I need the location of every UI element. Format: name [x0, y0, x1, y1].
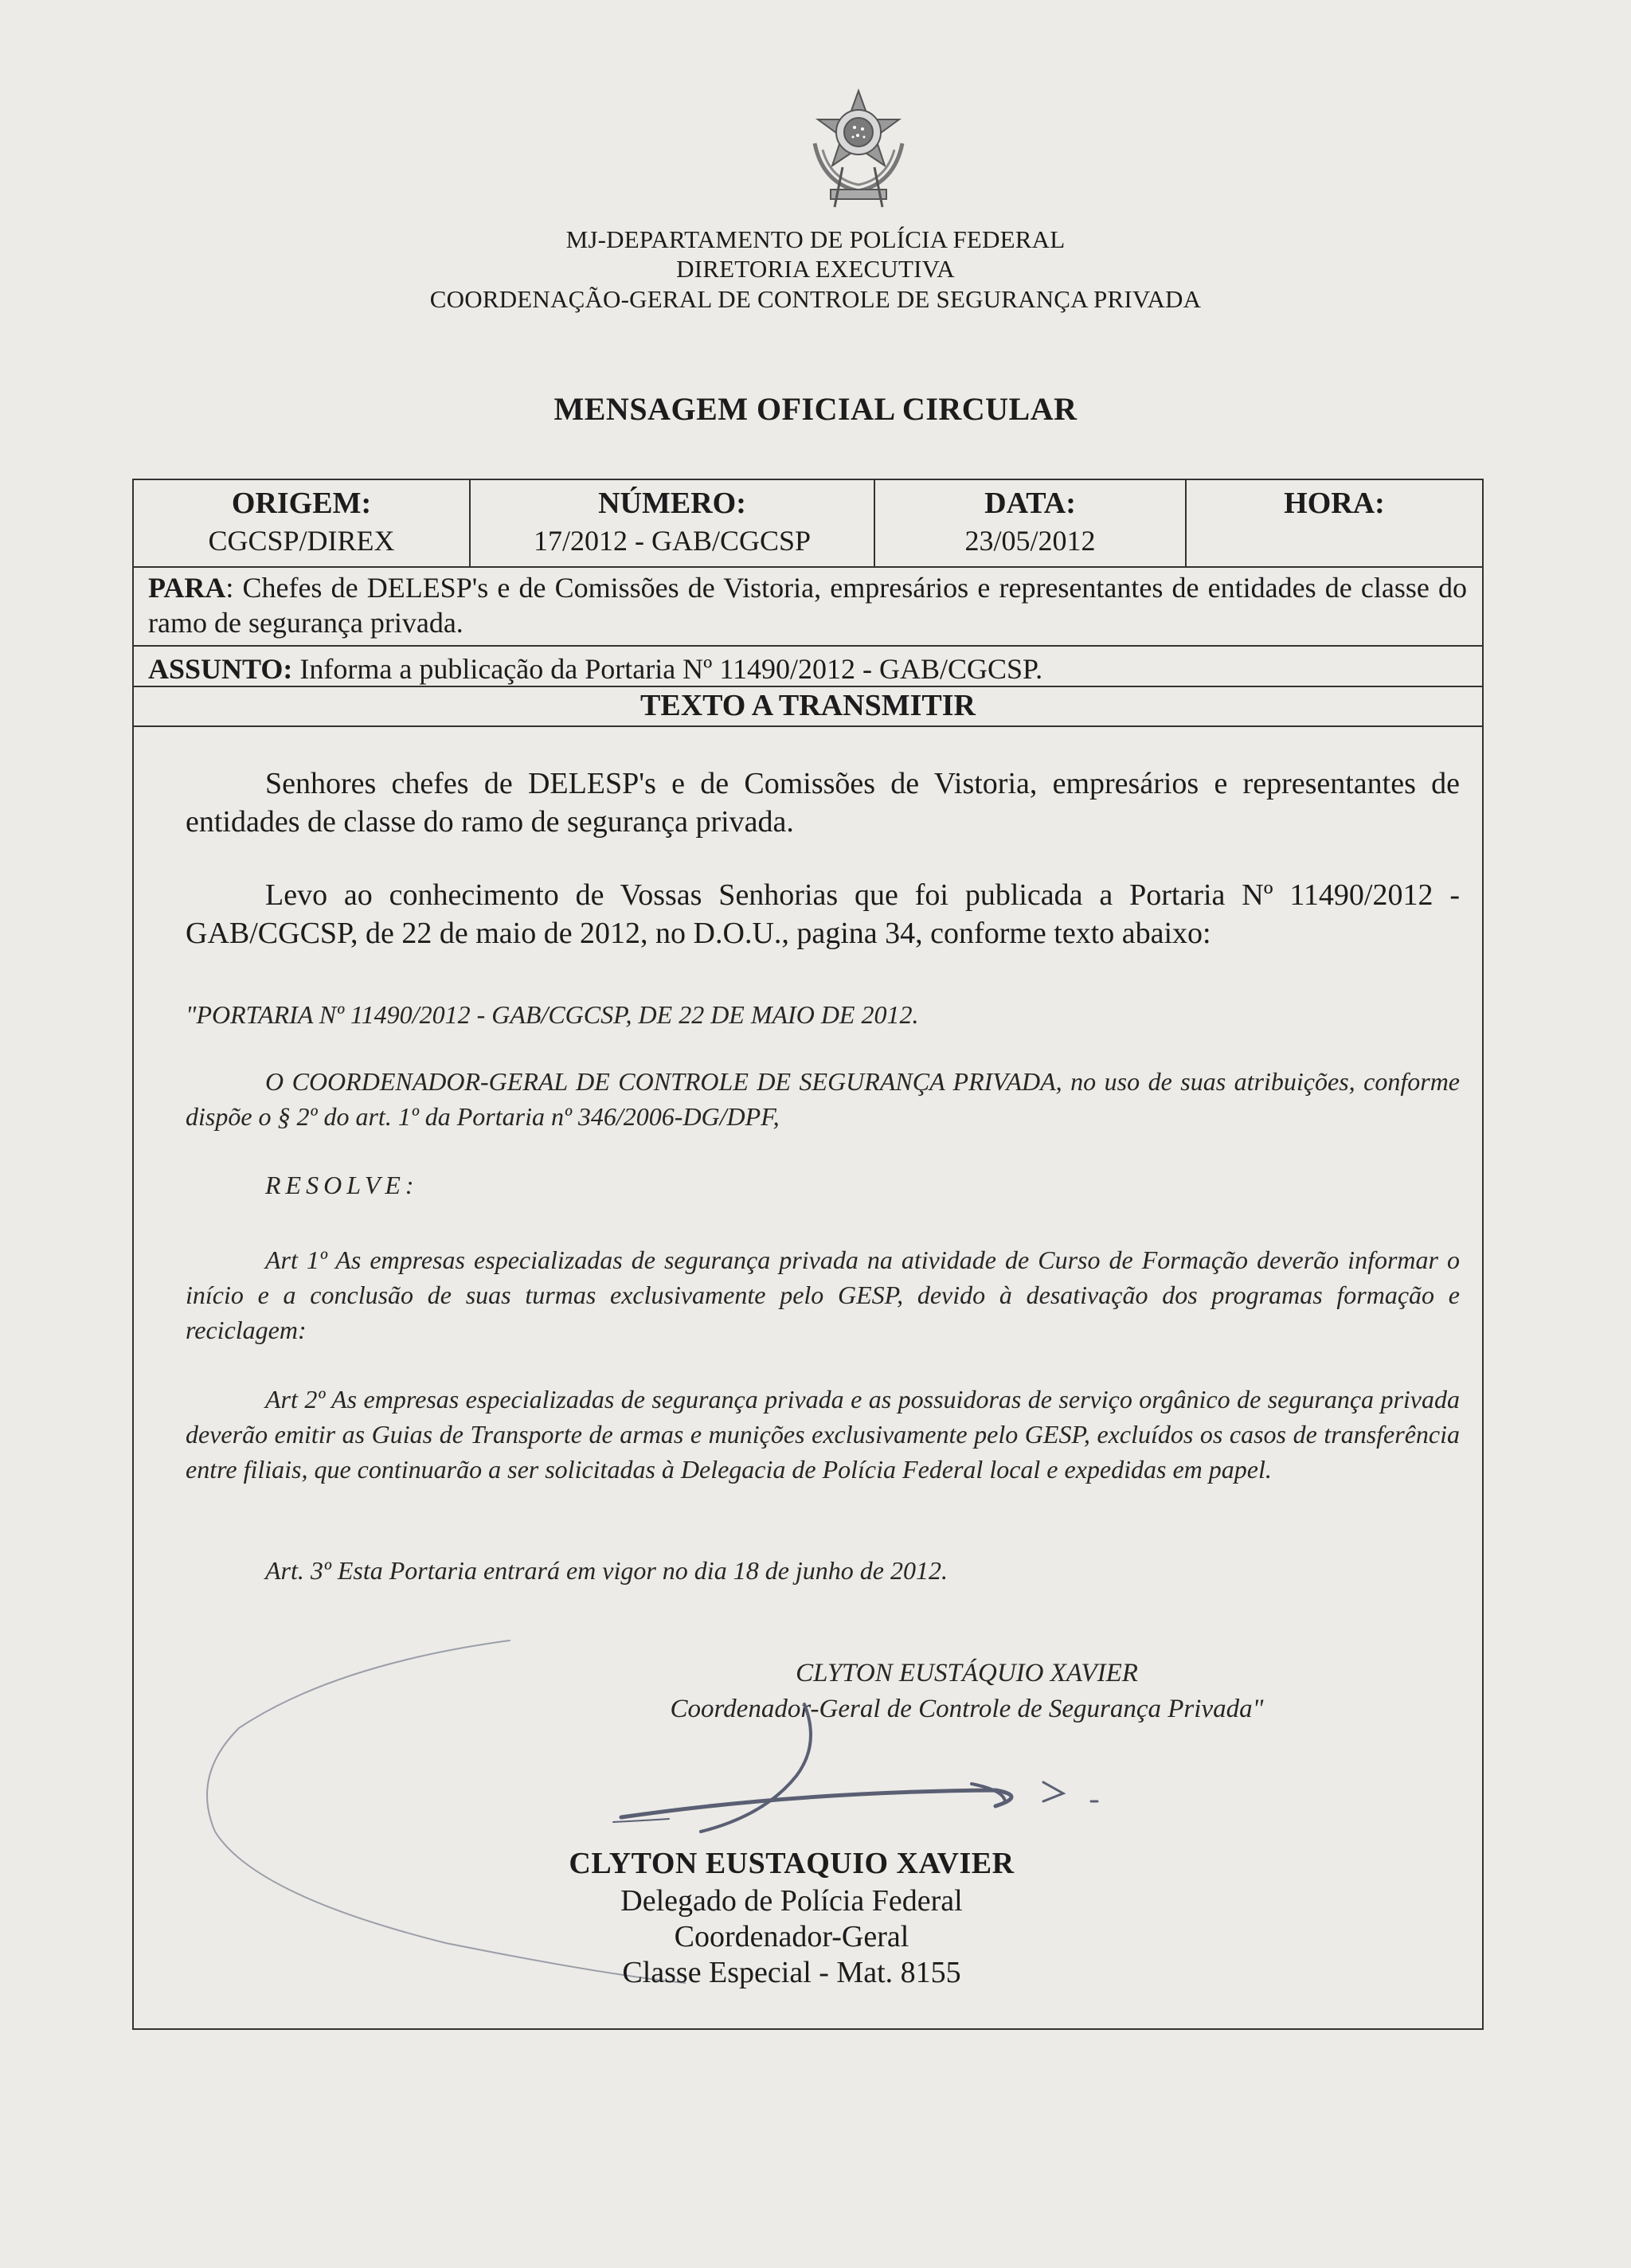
para-text: : Chefes de DELESP's e de Comissões de Vistoria, empresários e representantes de entidades de classe do ramo de segurança privada. — [148, 572, 1467, 639]
portaria-resolve: RESOLVE: — [265, 1171, 419, 1199]
assunto-label: ASSUNTO: — [148, 653, 293, 685]
signer-title-1: Delegado de Polícia Federal — [620, 1884, 963, 1918]
quoted-signer-role: Coordenador-Geral de Controle de Segurança Privada" — [670, 1695, 1264, 1723]
header-line-3: COORDENAÇÃO-GERAL DE CONTROLE DE SEGURANÇA PRIVADA — [429, 285, 1202, 313]
assunto-field — [148, 651, 1467, 686]
body-paragraph-2: Levo ao conhecimento de Vossas Senhorias que foi publicada a Portaria Nº 11490/2012 - GAB/CGCSP, de 22 de maio de 2012, no D.O.U., pagina 34, conforme texto abaixo: — [186, 878, 1460, 950]
divider — [132, 645, 1484, 647]
portaria-preamble: O COORDENADOR-GERAL DE CONTROLE DE SEGURANÇA PRIVADA, no uso de suas atribuições, conforme dispõe o § 2º do art. 1º da Portaria nº 346/2006-DG/DPF, — [186, 1067, 1460, 1131]
portaria-art-3: Art. 3º Esta Portaria entrará em vigor no dia 18 de junho de 2012. — [265, 1556, 948, 1585]
origem-value: CGCSP/DIREX — [208, 525, 395, 557]
numero-cell — [471, 484, 874, 559]
origem-cell — [134, 484, 469, 559]
body-paragraph-1: Senhores chefes de DELESP's e de Comissões de Vistoria, empresários e representantes de entidades de classe do ramo de segurança privada. — [186, 767, 1460, 839]
data-label: DATA: — [984, 487, 1076, 520]
texto-heading: TEXTO A TRANSMITIR — [640, 689, 976, 722]
signer-title-3: Classe Especial - Mat. 8155 — [622, 1956, 961, 1989]
numero-label: NÚMERO: — [598, 487, 746, 520]
signer-name: CLYTON EUSTAQUIO XAVIER — [569, 1847, 1015, 1880]
signer-title-2: Coordenador-Geral — [674, 1920, 909, 1953]
brazil-coat-of-arms-icon — [799, 88, 918, 215]
quoted-signer-name: CLYTON EUSTÁQUIO XAVIER — [796, 1659, 1138, 1687]
header-line-1: MJ-DEPARTAMENTO DE POLÍCIA FEDERAL — [565, 225, 1066, 253]
hora-cell — [1187, 484, 1482, 522]
numero-value: 17/2012 - GAB/CGCSP — [533, 525, 812, 557]
header-line-2: DIRETORIA EXECUTIVA — [676, 255, 955, 283]
data-cell — [875, 484, 1185, 559]
divider — [132, 566, 1484, 568]
portaria-title: "PORTARIA Nº 11490/2012 - GAB/CGCSP, DE 22 DE MAIO DE 2012. — [186, 1000, 919, 1029]
data-value: 23/05/2012 — [964, 525, 1096, 557]
document-title: MENSAGEM OFICIAL CIRCULAR — [553, 391, 1078, 427]
divider — [132, 725, 1484, 727]
para-label: PARA — [148, 572, 226, 604]
para-field — [148, 570, 1467, 640]
portaria-art-2: Art 2º As empresas especializadas de segurança privada e as possuidoras de serviço orgânico de segurança privada deverão emitir as Guias de Transporte de armas e munições exclusivamente pelo GESP, excluídos os casos de transferência entre filiais, que continuarão a ser solicitadas à Delegacia de Polícia Federal local e expedidas em papel. — [186, 1385, 1460, 1484]
origem-label: ORIGEM: — [231, 487, 372, 520]
portaria-art-1: Art 1º As empresas especializadas de segurança privada na atividade de Curso de Formação deverão informar o início e a conclusão de suas turmas exclusivamente pelo GESP, devido à desativação dos programas formação e reciclagem: — [186, 1245, 1460, 1344]
assunto-text: Informa a publicação da Portaria Nº 11490/2012 - GAB/CGCSP. — [292, 653, 1043, 685]
hora-label: HORA: — [1284, 487, 1385, 520]
